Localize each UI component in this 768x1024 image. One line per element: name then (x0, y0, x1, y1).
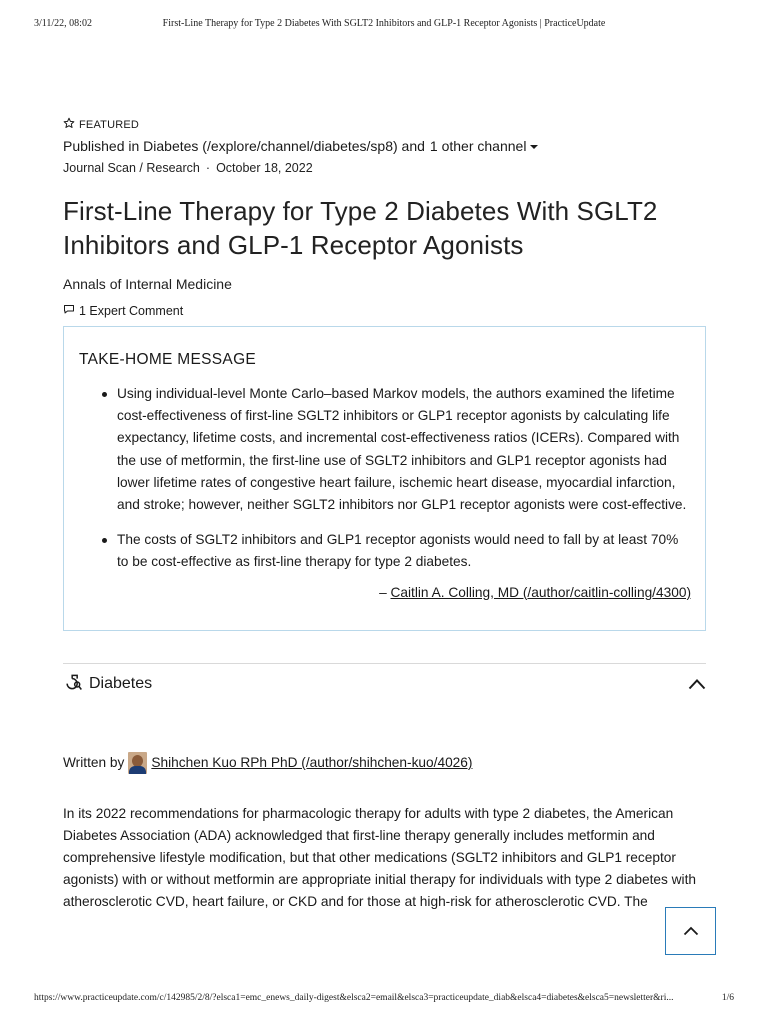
meta-separator: · (205, 161, 211, 175)
topic-label-group (63, 672, 152, 697)
print-header (34, 18, 734, 32)
diabetes-icon (63, 672, 83, 697)
topic-label: Diabetes (89, 675, 153, 693)
take-home-attribution (79, 585, 691, 600)
featured-badge (63, 117, 706, 132)
topic-accordion-header[interactable] (63, 663, 706, 703)
author-byline (63, 752, 706, 774)
published-line (63, 138, 706, 154)
article-meta (63, 161, 706, 175)
attribution-author-link[interactable]: Caitlin A. Colling, MD (/author/caitlin-colling/4300) (390, 584, 691, 600)
star-icon (63, 117, 75, 132)
take-home-heading: TAKE-HOME MESSAGE (79, 351, 257, 368)
chevron-up-icon (683, 926, 699, 936)
expert-comments-link[interactable] (63, 303, 706, 318)
page-title: First-Line Therapy for Type 2 Diabetes With SGLT2 Inhibitors and GLP-1 Receptor Agonists (63, 196, 658, 260)
comment-icon (63, 303, 75, 318)
article-body-paragraph: In its 2022 recommendations for pharmacologic therapy for adults with type 2 diabetes, the American Diabetes Association (ADA) acknowledged that first-line therapy generally includes metformin and comprehensive lifestyle modification, but that other medications (SGLT2 inhibitors and GLP1 receptor agonists) with or without metformin are appropriate initial therapy for individuals with type 2 diabetes with atherosclerotic CVD, heart failure, or CKD and for those at high-risk for atherosclerotic CVD. The (63, 805, 696, 910)
author-avatar (128, 752, 147, 774)
print-footer (34, 993, 734, 1005)
comments-label: 1 Expert Comment (79, 303, 184, 318)
chevron-down-icon (530, 145, 538, 149)
attribution-dash: – (379, 584, 387, 600)
published-text: Published in Diabetes (/explore/channel/diabetes/sp8) and (63, 138, 425, 154)
other-channels-label: 1 other channel (429, 138, 527, 154)
list-item: Using individual-level Monte Carlo–based Markov models, the authors examined the lifetime cost-effectiveness of first-line SGLT2 inhibitors or GLP1 receptor agonists by calculating life expectancy, lifetime costs, and incremental cost-effectiveness ratios (ICERs). Compared with the use of metformin, the first-line use of SGLT2 inhibitors and GLP1 receptor agonists had lower lifetime rates of congestive heart failure, ischemic heart disease, myocardial infarction, and stroke; however, neither SGLT2 inhibitors nor GLP1 receptor agonists were cost-effective. (117, 383, 691, 516)
list-item: The costs of SGLT2 inhibitors and GLP1 receptor agonists would need to fall by at least 70% to be cost-effective as first-line therapy for type 2 diabetes. (117, 529, 691, 573)
chevron-up-icon[interactable] (688, 678, 706, 690)
page-number: 1/6 (721, 993, 734, 1003)
article-section: Journal Scan / Research (63, 161, 200, 175)
print-title: First-Line Therapy for Type 2 Diabetes With SGLT2 Inhibitors and GLP-1 Receptor Agonists | PracticeUpdate (162, 18, 606, 29)
article-content (63, 117, 706, 914)
take-home-list (79, 383, 691, 574)
journal-name: Annals of Internal Medicine (63, 276, 232, 292)
featured-label: FEATURED (79, 118, 140, 131)
print-url: https://www.practiceupdate.com/c/142985/2/8/?elsca1=emc_enews_daily-digest&elsca2=email&elsca3=practiceupdate_diab&elsca4=diabetes&elsca5=newsletter&ri... (34, 993, 674, 1003)
author-link[interactable]: Shihchen Kuo RPh PhD (/author/shihchen-kuo/4026) (151, 755, 473, 771)
take-home-message-box (63, 326, 706, 631)
written-prefix: Written by (63, 755, 125, 771)
scroll-to-top-button[interactable] (665, 907, 716, 955)
other-channels-dropdown[interactable] (430, 138, 539, 154)
article-date: October 18, 2022 (216, 161, 313, 175)
print-date: 3/11/22, 08:02 (34, 18, 92, 29)
